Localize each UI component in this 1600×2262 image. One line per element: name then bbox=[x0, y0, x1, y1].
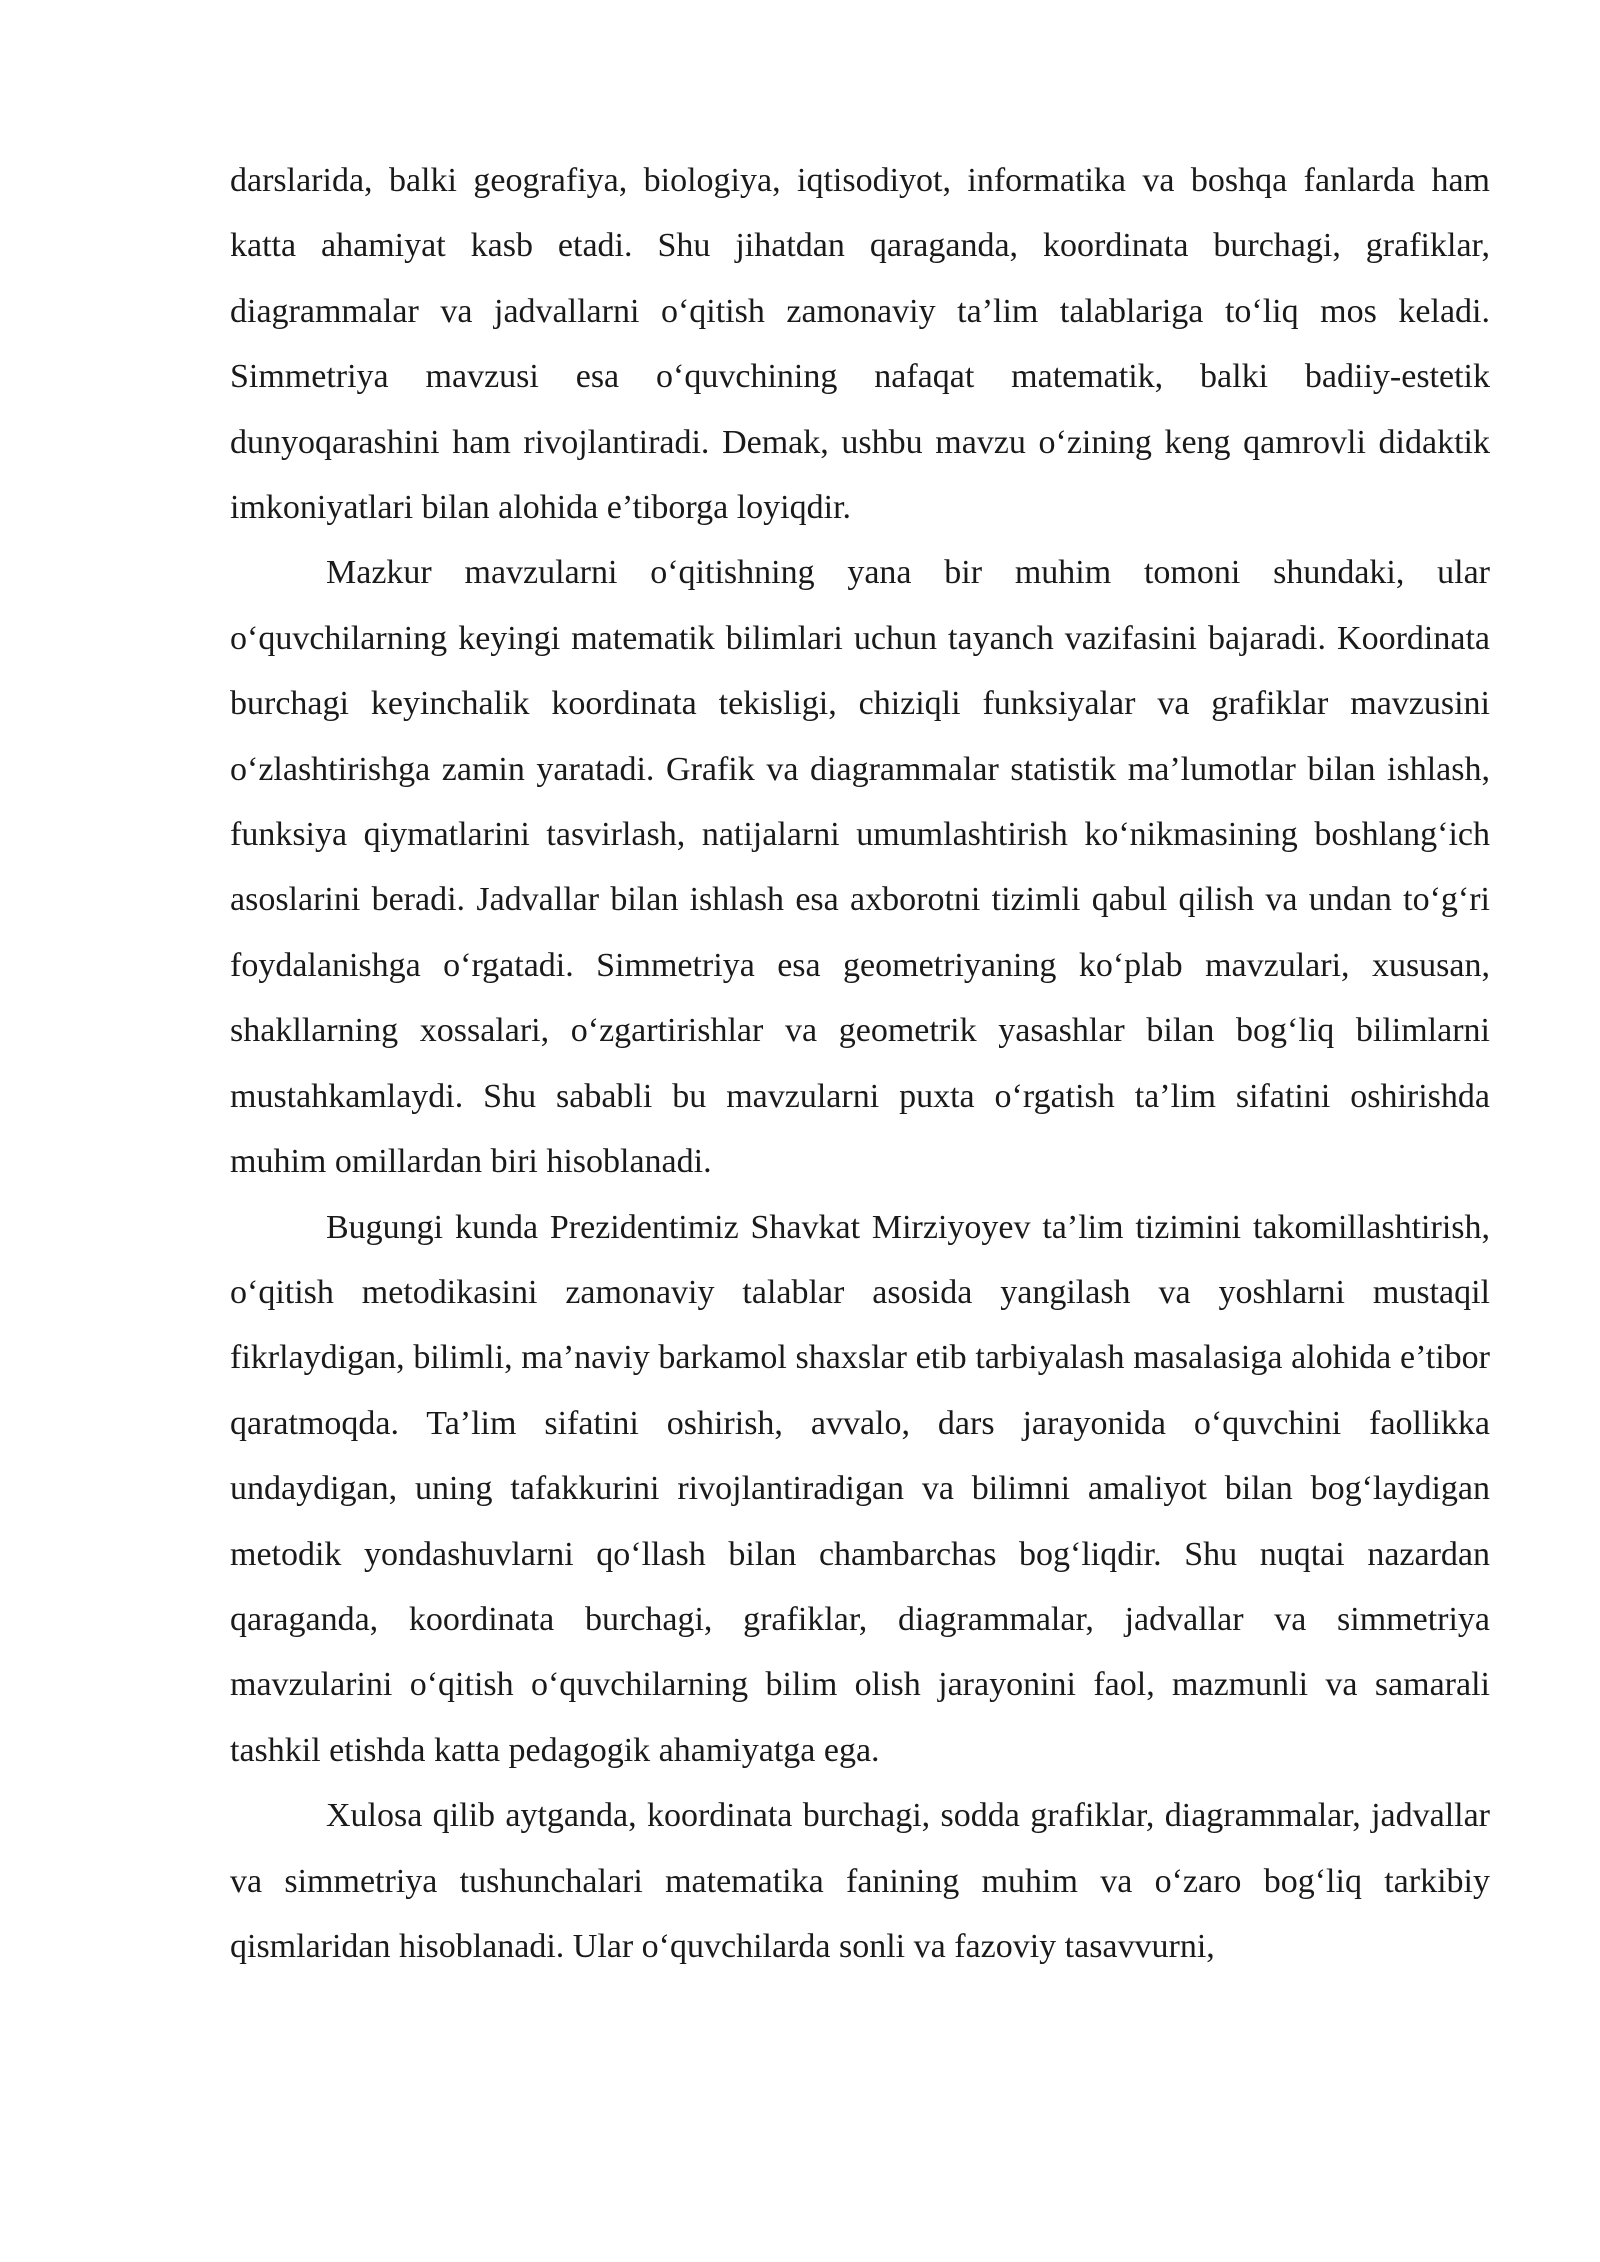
paragraph: Mazkur mavzularni o‘qitishning yana bir muhim tomoni shundaki, ular o‘quvchilarning keyingi matematik bilimlari uchun tayanch vazifasini bajaradi. Koordinata burchagi keyinchalik koordinata tekisligi, chiziqli funksiyalar va grafiklar mavzusini o‘zlashtirishga zamin yaratadi. Grafik va diagrammalar statistik ma’lumotlar bilan ishlash, funksiya qiymatlarini tasvirlash, natijalarni umumlashtirish ko‘nikmasining boshlang‘ich asoslarini beradi. Jadvallar bilan ishlash esa axborotni tizimli qabul qilish va undan to‘g‘ri foydalanishga o‘rgatadi. Simmetriya esa geometriyaning ko‘plab mavzulari, xususan, shakllarning xossalari, o‘zgartirishlar va geometrik yasashlar bilan bog‘liq bilimlarni mustahkamlaydi. Shu sababli bu mavzularni puxta o‘rgatish ta’lim sifatini oshirishda muhim omillardan biri hisoblanadi. bbox=[230, 554, 1490, 1181]
body-text bbox=[230, 148, 1490, 1979]
paragraph-continued: darslarida, balki geografiya, biologiya, iqtisodiyot, informatika va boshqa fanlarda ham katta ahamiyat kasb etadi. Shu jihatdan qaraganda, koordinata burchagi, grafiklar, diagrammalar va jadvallarni o‘qitish zamonaviy ta’lim talablariga to‘liq mos keladi. Simmetriya mavzusi esa o‘quvchining nafaqat matematik, balki badiiy-estetik dunyoqarashini ham rivojlantiradi. Demak, ushbu mavzu o‘zining keng qamrovli didaktik imkoniyatlari bilan alohida e’tiborga loyiqdir. bbox=[230, 162, 1490, 527]
paragraph: Bugungi kunda Prezidentimiz Shavkat Mirziyoyev ta’lim tizimini takomillashtirish, o‘qitish metodikasini zamonaviy talablar asosida yangilash va yoshlarni mustaqil fikrlaydigan, bilimli, ma’naviy barkamol shaxslar etib tarbiyalash masalasiga alohida e’tibor qaratmoqda. Ta’lim sifatini oshirish, avvalo, dars jarayonida o‘quvchini faollikka undaydigan, uning tafakkurini rivojlantiradigan va bilimni amaliyot bilan bog‘laydigan metodik yondashuvlarni qo‘llash bilan chambarchas bog‘liqdir. Shu nuqtai nazardan qaraganda, koordinata burchagi, grafiklar, diagrammalar, jadvallar va simmetriya mavzularini o‘qitish o‘quvchilarning bilim olish jarayonini faol, mazmunli va samarali tashkil etishda katta pedagogik ahamiyatga ega. bbox=[230, 1208, 1490, 1769]
paragraph: Xulosa qilib aytganda, koordinata burchagi, sodda grafiklar, diagrammalar, jadvallar va simmetriya tushunchalari matematika fanining muhim va o‘zaro bog‘liq tarkibiy qismlaridan hisoblanadi. Ular o‘quvchilarda sonli va fazoviy tasavvurni, bbox=[230, 1797, 1490, 1965]
